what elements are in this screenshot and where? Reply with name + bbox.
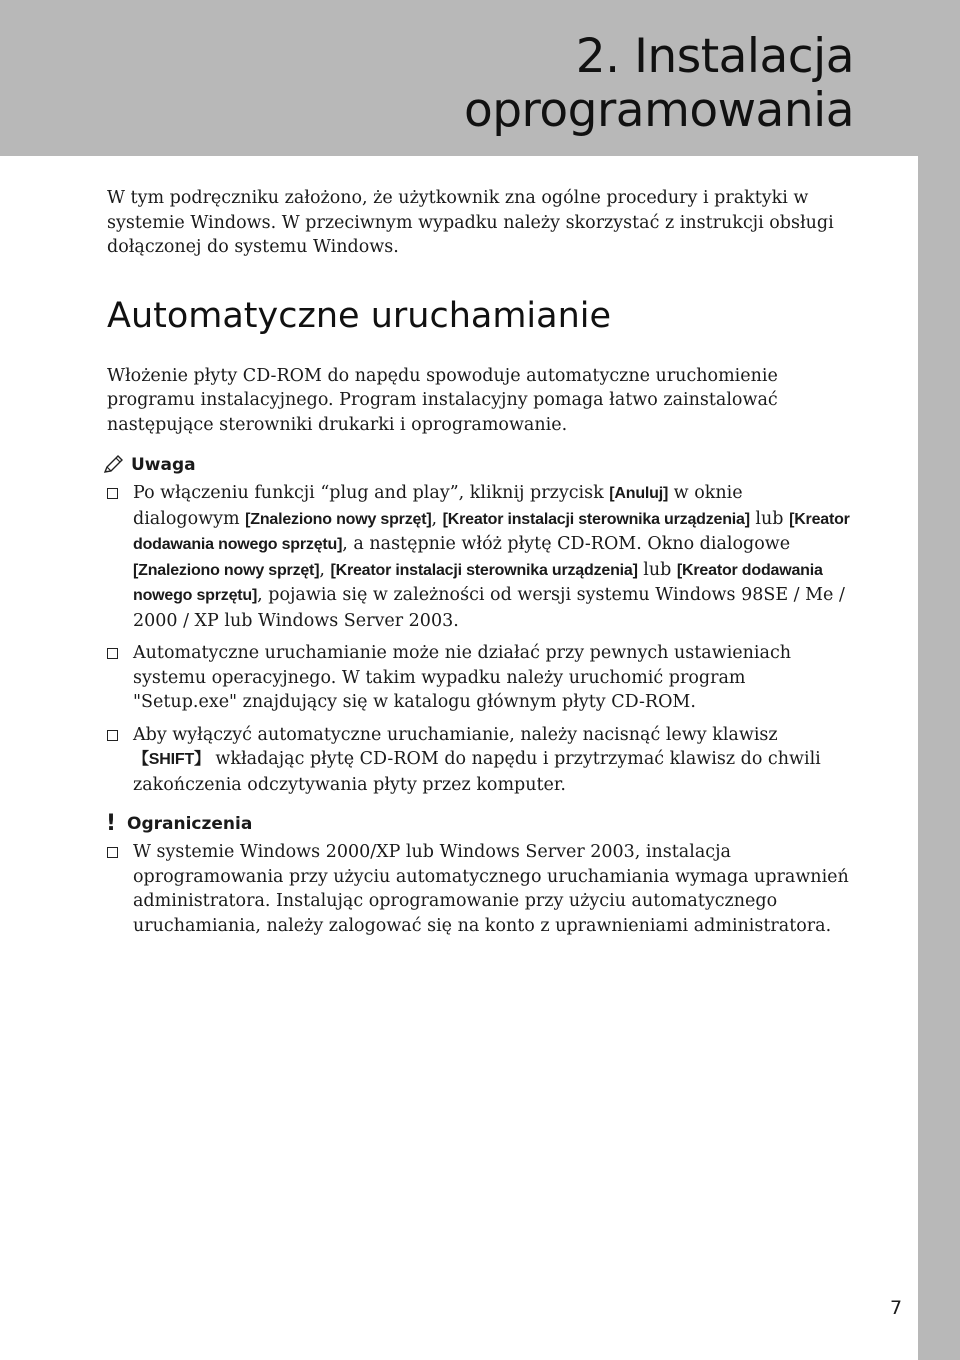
- text-run: Po włączeniu funkcji “plug and play”, kliknij przycisk: [133, 483, 610, 503]
- text-run: lub: [749, 508, 790, 529]
- shift-key-label: 【SHIFT】: [133, 751, 210, 768]
- note-heading: Uwaga: [131, 455, 196, 475]
- ui-term-cancel: [Anuluj]: [609, 485, 669, 502]
- checkbox-bullet-icon: [107, 488, 118, 499]
- note-item: [107, 641, 852, 715]
- chapter-title-line1: 2. Instalacja: [575, 29, 854, 84]
- restriction-item-text: W systemie Windows 2000/XP lub Windows Server 2003, instalacja oprogramowania przy użyciu automatycznego uruchamiania wymaga uprawnień administratora. Instalując oprogramowanie przy użyciu automatycznego uruchamiania, należy zalogować się na konto z uprawnieniami administratora.: [133, 842, 849, 936]
- page-content: [107, 186, 852, 946]
- section-body: Włożenie płyty CD-ROM do napędu spowoduje automatyczne uruchomienie programu instalacyjnego. Program instalacyjny pomaga łatwo zainstalować następujące sterowniki drukarki i oprogramowanie.: [107, 365, 778, 435]
- note-item-text: [133, 481, 852, 633]
- chapter-title-line2: oprogramowania: [463, 83, 854, 138]
- restriction-header: [101, 811, 852, 836]
- checkbox-bullet-icon: [107, 847, 118, 858]
- ui-term-add-hardware: [Kreator dodawania nowego sprzętu]: [133, 510, 850, 553]
- ui-term-driver-wizard: [Kreator instalacji sterownika urządzenia]: [442, 510, 750, 528]
- text-run: ,: [431, 508, 443, 529]
- text-run: , pojawia się w zależności od wersji systemu Windows 98SE / Me / 2000 / XP lub Windows Server 2003.: [133, 585, 845, 631]
- page-number: 7: [890, 1297, 903, 1319]
- text-run: wkładając płytę CD-ROM do napędu i przytrzymać klawisz do chwili zakończenia odczytywania płyty przez komputer.: [133, 749, 821, 795]
- text-run: lub: [637, 559, 677, 580]
- intro-paragraph: W tym podręczniku założono, że użytkownik zna ogólne procedury i praktyki w systemie Windows. W przeciwnym wypadku należy skorzystać z instrukcji obsługi dołączonej do systemu Windows.: [107, 188, 834, 257]
- note-item: [107, 481, 852, 633]
- text-run: Aby wyłączyć automatyczne uruchamianie, należy nacisnąć lewy klawisz: [133, 724, 778, 745]
- ui-term-driver-wizard: [Kreator instalacji sterownika urządzenia]: [330, 561, 638, 579]
- checkbox-bullet-icon: [107, 730, 118, 741]
- section-title: Automatyczne uruchamianie: [107, 295, 612, 336]
- restriction-heading: Ograniczenia: [127, 813, 253, 834]
- ui-term-new-hardware: [Znaleziono nowy sprzęt]: [133, 561, 320, 579]
- text-run: w oknie dialogowym: [133, 483, 743, 529]
- ui-term-add-hardware: [Kreator dodawania nowego sprzętu]: [133, 561, 823, 604]
- note-item-text: [133, 723, 852, 798]
- restriction-item: [107, 840, 852, 938]
- ui-term-new-hardware: [Znaleziono nowy sprzęt]: [245, 510, 432, 528]
- pencil-icon: [101, 453, 125, 477]
- page-edge-bar: [918, 156, 960, 1360]
- note-header: [101, 453, 852, 477]
- note-item: [107, 723, 852, 798]
- text-run: ,: [319, 559, 331, 580]
- exclamation-icon: !: [105, 811, 117, 836]
- note-item-text: Automatyczne uruchamianie może nie działać przy pewnych ustawieniach systemu operacyjnego. W takim wypadku należy uruchomić program "Setup.exe" znajdujący się w katalogu głównym płyty CD-ROM.: [133, 643, 792, 712]
- text-run: , a następnie włóż płytę CD-ROM. Okno dialogowe: [342, 534, 791, 554]
- chapter-title: [464, 30, 854, 138]
- checkbox-bullet-icon: [107, 648, 118, 659]
